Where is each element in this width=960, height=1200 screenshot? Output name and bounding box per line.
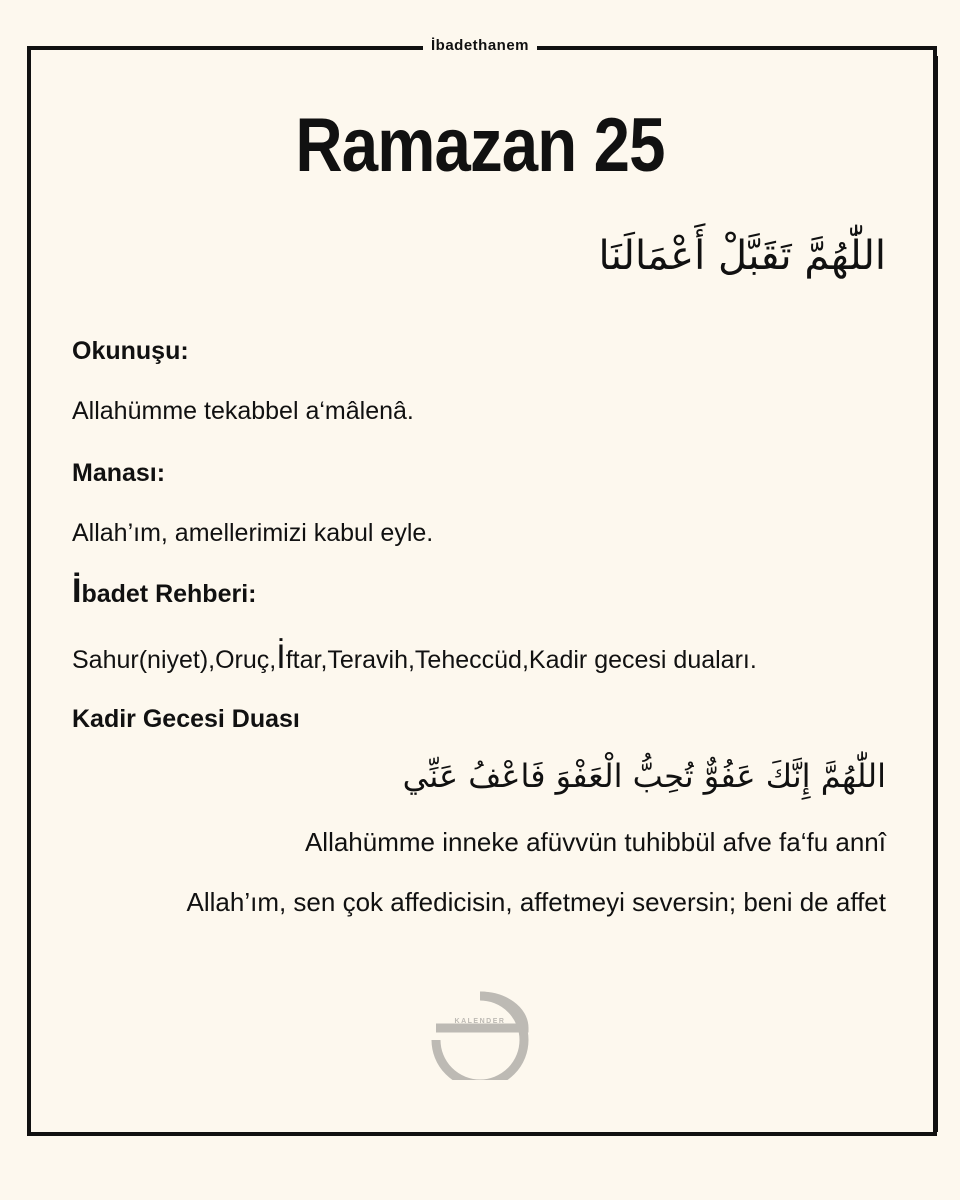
kadir-arabic-dua: اللّٰهُمَّ إِنَّكَ عَفُوٌّ تُحِبُّ الْعَفْوَ فَاعْفُ عَنِّي: [402, 757, 886, 795]
arabic-dua: اللّٰهُمَّ تَقَبَّلْ أَعْمَالَنَا: [598, 233, 886, 279]
okunusu-label: Okunuşu:: [72, 337, 189, 365]
kalender-logo: [428, 980, 532, 1080]
kadir-okunus: Allahümme inneke afüvvün tuhibbül afve fa‘fu annî: [304, 827, 886, 857]
frame-shadow: [935, 56, 938, 1132]
rehber-text-initial: İ: [276, 638, 286, 676]
rehber-label: [72, 574, 256, 611]
okunusu-text: Allahümme tekabbel a‘mâlenâ.: [72, 397, 414, 425]
brand-name: İbadethanem: [423, 35, 537, 57]
rehber-label-initial: İ: [72, 572, 82, 610]
rehber-text: [72, 640, 757, 677]
rehber-text-part-2: ftar,Teravih,Teheccüd,Kadir gecesi duaları.: [285, 646, 757, 674]
logo-text: KALENDER: [454, 1018, 506, 1025]
kadir-label: Kadir Gecesi Duası: [72, 705, 300, 733]
kadir-anlam: Allah’ım, sen çok affedicisin, affetmeyi seversin; beni de affet: [186, 887, 886, 917]
page-title: Ramazan 25: [295, 103, 665, 188]
rehber-text-part-1: Sahur(niyet),Oruç,: [72, 646, 277, 674]
manasi-label: Manası:: [72, 459, 166, 487]
rehber-label-rest: badet Rehberi:: [81, 580, 257, 608]
manasi-text: Allah’ım, amellerimizi kabul eyle.: [72, 519, 434, 547]
